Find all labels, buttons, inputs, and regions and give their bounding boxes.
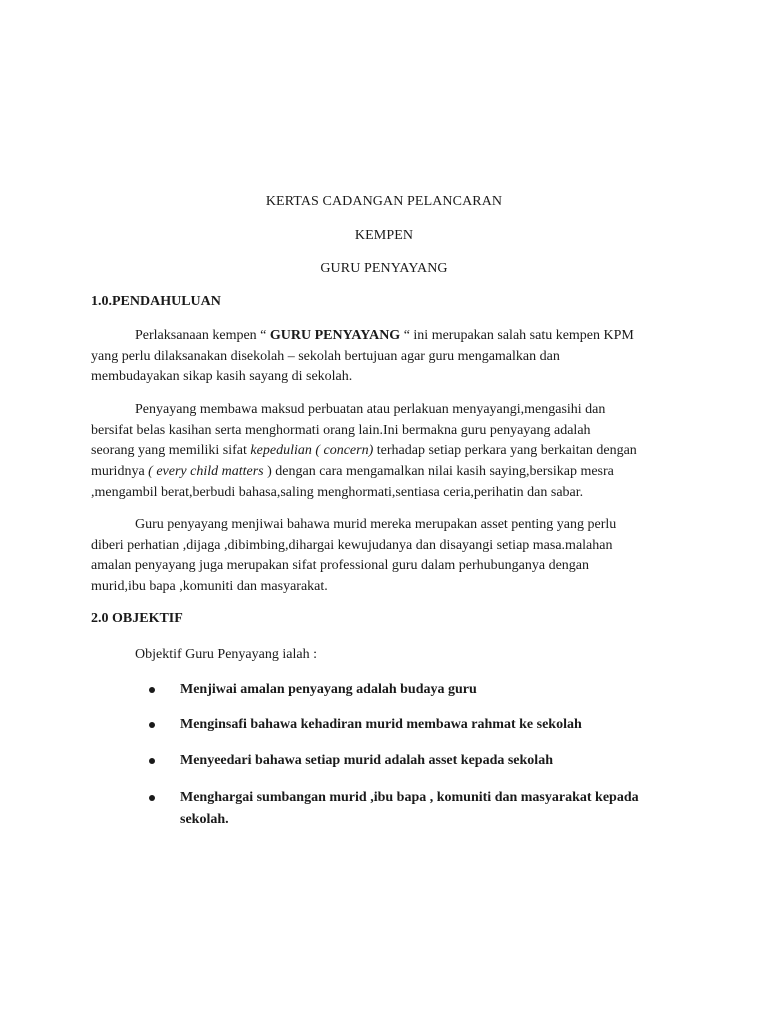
paragraph-intro: [91, 326, 691, 388]
paragraph-line: Guru penyayang menjiwai bahawa murid mereka merupakan asset penting yang perlu: [135, 517, 617, 532]
paragraph-line: Penyayang membawa maksud perbuatan atau perlakuan menyayangi,mengasihi dan: [135, 402, 606, 417]
objective-list-item: Menjiwai amalan penyayang adalah budaya guru: [155, 679, 477, 701]
bullet-icon: [149, 795, 155, 801]
paragraph-line: ,mengambil berat,berbudi bahasa,saling menghormati,sentiasa ceria,perihatin dan sabar.: [91, 484, 584, 500]
paragraph-line: Objektif Guru Penyayang ialah :: [135, 647, 317, 662]
objective-list-item: Menghargai sumbangan murid ,ibu bapa , komuniti dan masyarakat kepada sekolah.: [155, 787, 639, 831]
objectives-intro: [91, 645, 691, 666]
bullet-icon: [149, 722, 155, 728]
bullet-icon: [149, 687, 155, 693]
paragraph-line: seorang yang memiliki sifat kepedulian ( concern) terhadap setiap perkara yang berkaitan dengan: [91, 443, 637, 459]
paragraph-guru-penyayang: [91, 515, 691, 598]
document-subtitle-kempen: KEMPEN: [354, 228, 414, 243]
paragraph-line: murid,ibu bapa ,komuniti dan masyarakat.: [91, 579, 328, 595]
paragraph-penyayang-meaning: [91, 400, 691, 504]
paragraph-line: muridnya ( every child matters ) dengan cara mengamalkan nilai kasih saying,bersikap mesra: [91, 464, 614, 480]
objective-list-item: Menginsafi bahawa kehadiran murid membawa rahmat ke sekolah: [155, 714, 582, 736]
paragraph-line: amalan penyayang juga merupakan sifat professional guru dalam perhubunganya dengan: [91, 558, 589, 574]
term-kepedulian: kepedulian ( concern): [250, 443, 374, 459]
objective-list-item: Menyeedari bahawa setiap murid adalah asset kepada sekolah: [155, 750, 553, 772]
section-heading-objektif: 2.0 OBJEKTIF: [91, 611, 183, 626]
paragraph-line: yang perlu dilaksanakan disekolah – sekolah bertujuan agar guru mengamalkan dan: [91, 348, 560, 364]
bullet-icon: [149, 758, 155, 764]
paragraph-line: Perlaksanaan kempen “ GURU PENYAYANG “ ini merupakan salah satu kempen KPM: [135, 328, 634, 343]
section-heading-pendahuluan: 1.0.PENDAHULUAN: [91, 294, 221, 309]
paragraph-line: bersifat belas kasihan serta menghormati orang lain.Ini bermakna guru penyayang adalah: [91, 422, 591, 438]
document-subtitle-guru-penyayang: GURU PENYAYANG: [320, 261, 448, 276]
document-title: KERTAS CADANGAN PELANCARAN: [265, 194, 503, 209]
paragraph-line: diberi perhatian ,dijaga ,dibimbing,dihargai kewujudanya dan disayangi setiap masa.malahan: [91, 537, 613, 553]
campaign-name-emphasis: GURU PENYAYANG: [269, 328, 401, 343]
term-every-child-matters: ( every child matters: [148, 464, 264, 480]
paragraph-line: membudayakan sikap kasih sayang di sekolah.: [91, 369, 353, 385]
